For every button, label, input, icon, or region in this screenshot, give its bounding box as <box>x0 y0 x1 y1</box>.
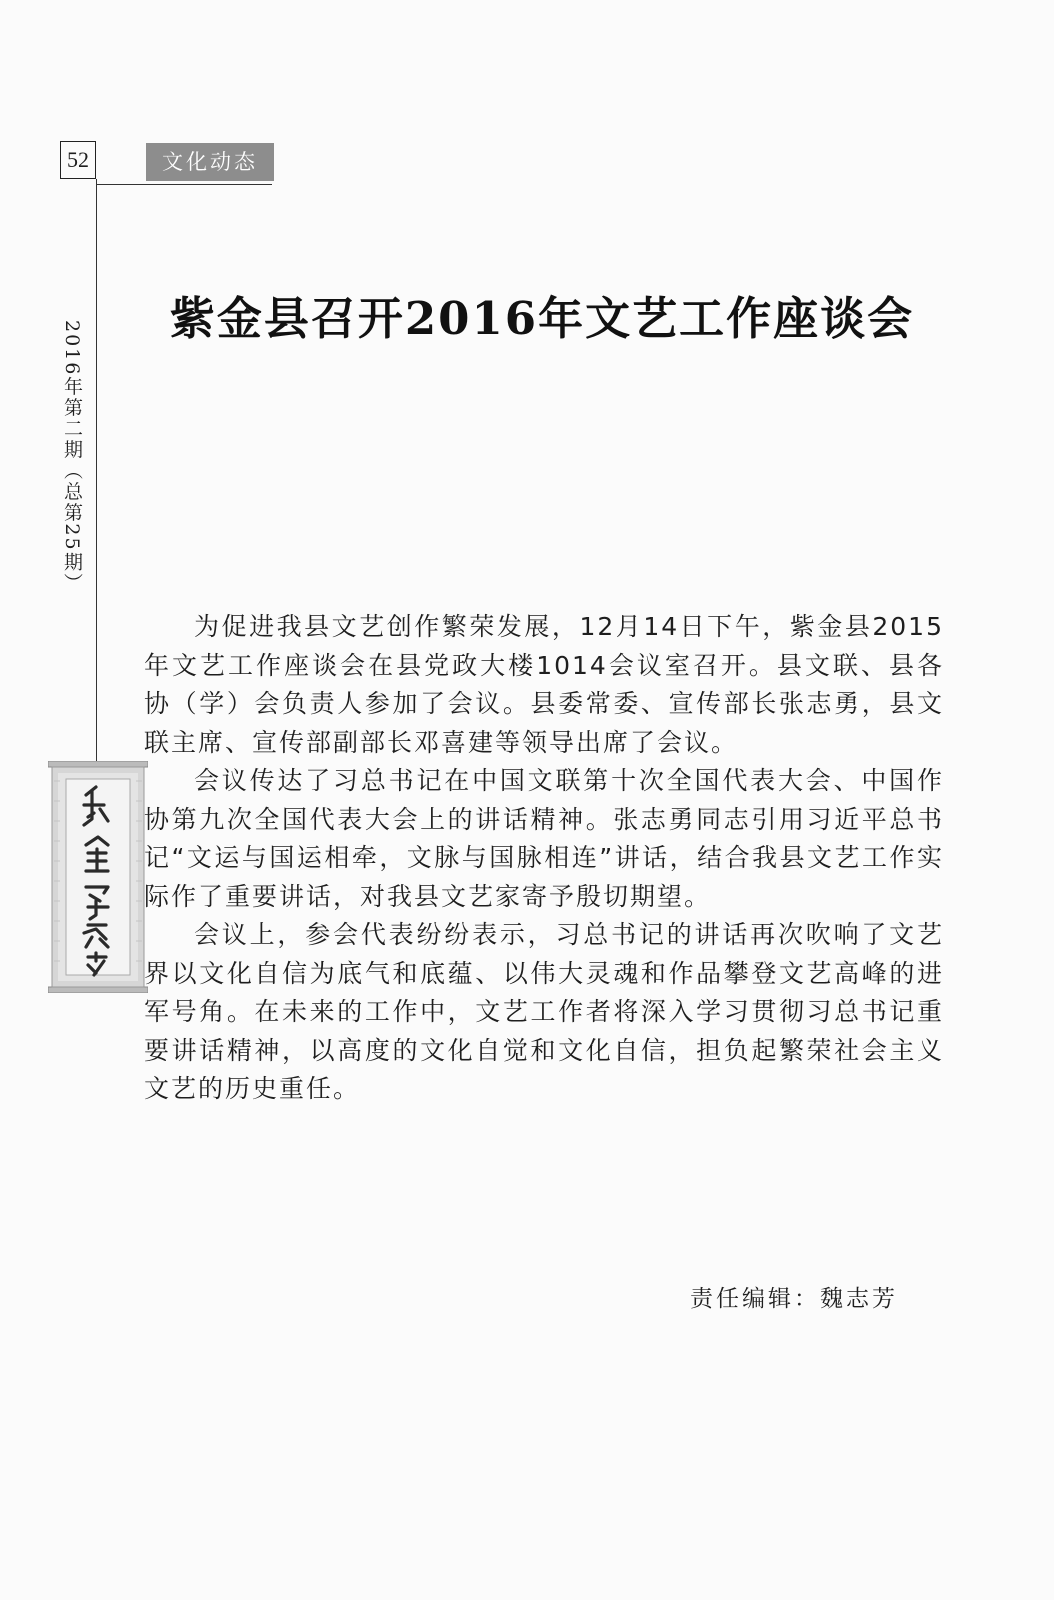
article-paragraph: 为促进我县文艺创作繁荣发展，12月14日下午，紫金县2015年文艺工作座谈会在县党政大楼1014会议室召开。县文联、县各协（学）会负责人参加了会议。县委常委、宣传部长张志勇，县文联主席、宣传部副部长邓喜建等领导出席了会议。 <box>144 612 944 757</box>
scroll-logo <box>48 761 148 993</box>
article-paragraph: 会议传达了习总书记在中国文联第十次全国代表大会、中国作协第九次全国代表大会上的讲话精神。张志勇同志引用习近平总书记“文运与国运相牵，文脉与国脉相连”讲话，结合我县文艺工作实际作了重要讲话，对我县文艺家寄予殷切期望。 <box>144 766 944 911</box>
editor-credit: 责任编辑：魏志芳 <box>690 1286 898 1312</box>
article-title: 紫金县召开2016年文艺工作座谈会 <box>169 292 915 345</box>
margin-rule <box>96 179 97 761</box>
issue-label: 2016年第二期（总第25期） <box>61 320 83 594</box>
article-paragraph: 会议上，参会代表纷纷表示，习总书记的讲话再次吹响了文艺界以文化自信为底气和底蕴、以伟大灵魂和作品攀登文艺高峰的进军号角。在未来的工作中，文艺工作者将深入学习贯彻习总书记重要讲话精神，以高度的文化自觉和文化自信，担负起繁荣社会主义文艺的历史重任。 <box>144 920 944 1103</box>
section-tag: 文化动态 <box>146 143 274 181</box>
header-rule <box>96 184 272 185</box>
page-number: 52 <box>60 141 96 179</box>
article-body <box>144 608 944 1109</box>
